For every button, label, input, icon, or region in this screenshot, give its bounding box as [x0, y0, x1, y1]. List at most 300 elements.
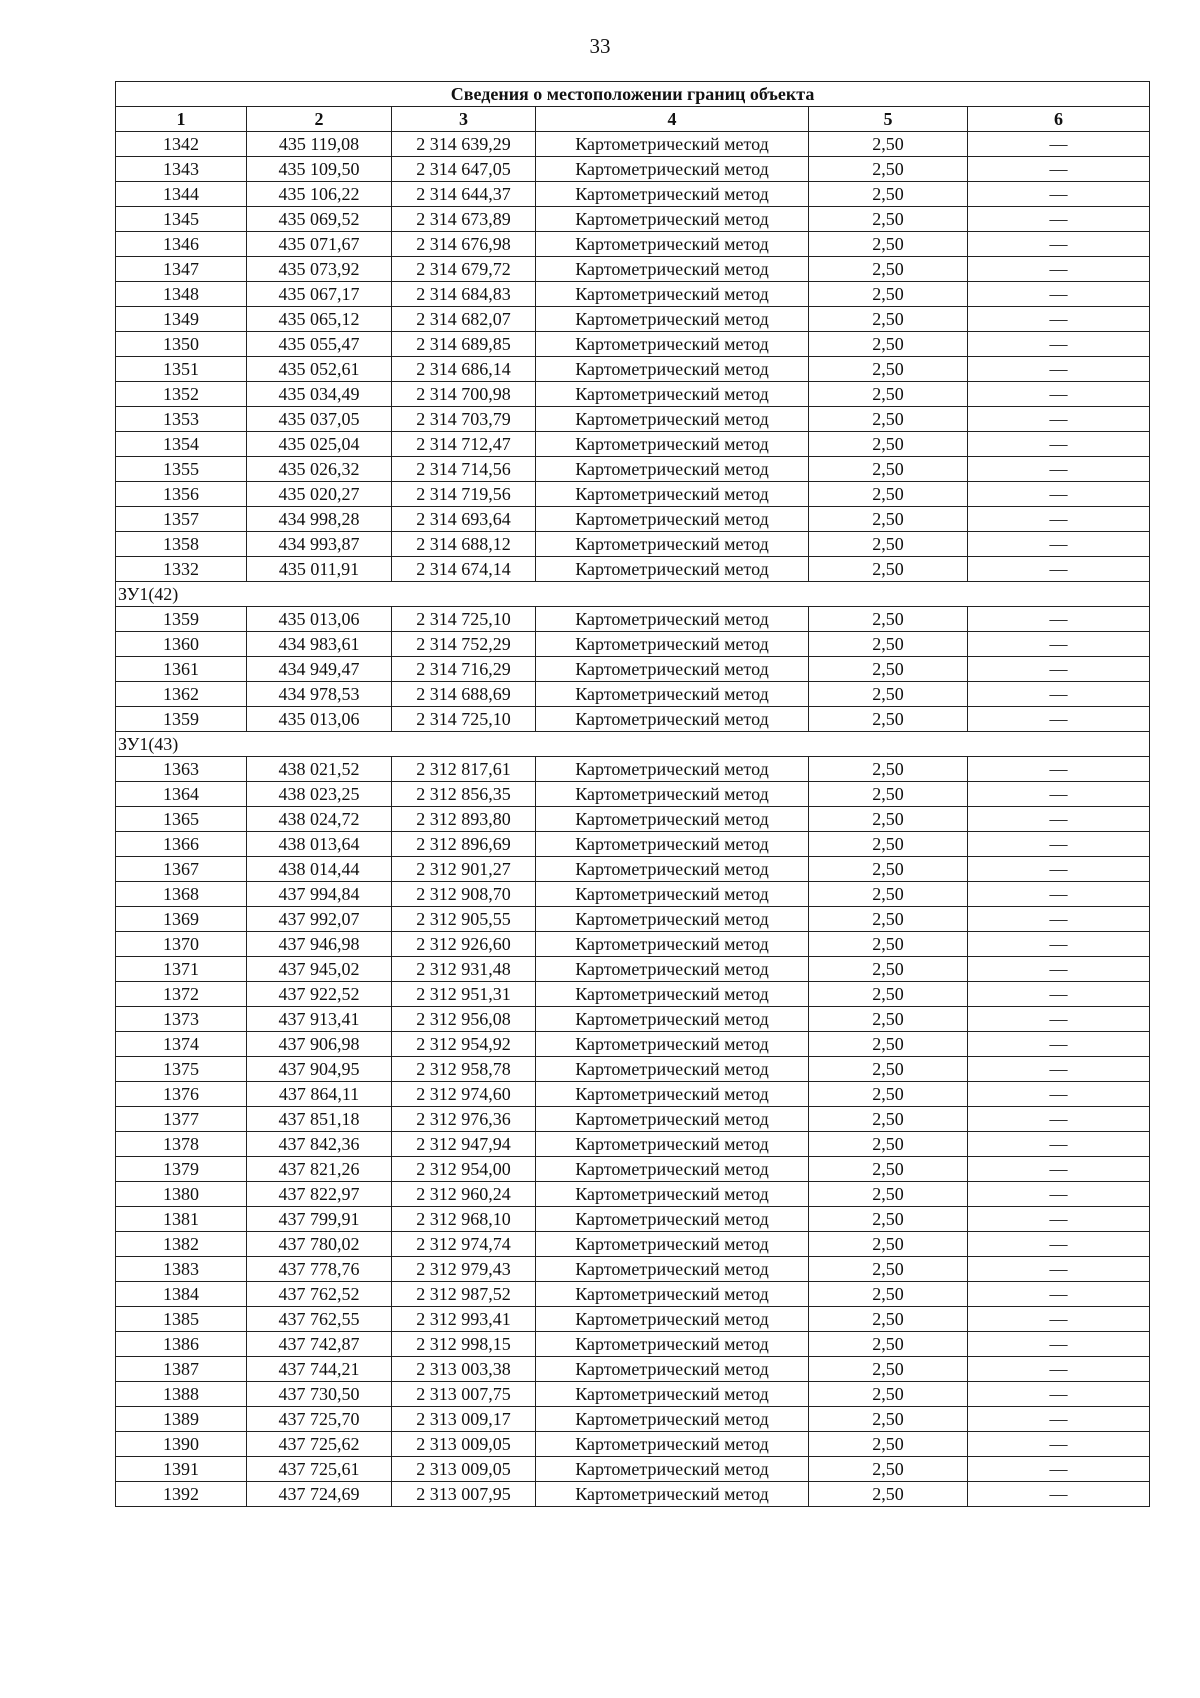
- point-number-cell: 1390: [116, 1432, 247, 1457]
- method-cell: Картометрический метод: [536, 1107, 809, 1132]
- method-cell: Картометрический метод: [536, 432, 809, 457]
- y-coordinate-cell: 2 312 956,08: [392, 1007, 536, 1032]
- y-coordinate-cell: 2 314 703,79: [392, 407, 536, 432]
- table-row: [116, 657, 1150, 682]
- note-cell: —: [968, 1132, 1150, 1157]
- point-number-cell: 1361: [116, 657, 247, 682]
- accuracy-cell: 2,50: [809, 557, 968, 582]
- y-coordinate-cell: 2 312 954,00: [392, 1157, 536, 1182]
- method-cell: Картометрический метод: [536, 207, 809, 232]
- accuracy-cell: 2,50: [809, 132, 968, 157]
- x-coordinate-cell: 435 073,92: [247, 257, 392, 282]
- accuracy-cell: 2,50: [809, 1307, 968, 1332]
- note-cell: —: [968, 1107, 1150, 1132]
- table-row: [116, 932, 1150, 957]
- table-row: [116, 1157, 1150, 1182]
- x-coordinate-cell: 437 799,91: [247, 1207, 392, 1232]
- point-number-cell: 1384: [116, 1282, 247, 1307]
- x-coordinate-cell: 437 730,50: [247, 1382, 392, 1407]
- point-number-cell: 1387: [116, 1357, 247, 1382]
- x-coordinate-cell: 437 762,52: [247, 1282, 392, 1307]
- method-cell: Картометрический метод: [536, 607, 809, 632]
- accuracy-cell: 2,50: [809, 182, 968, 207]
- table-row: [116, 1082, 1150, 1107]
- x-coordinate-cell: 437 725,70: [247, 1407, 392, 1432]
- y-coordinate-cell: 2 313 009,05: [392, 1432, 536, 1457]
- x-coordinate-cell: 435 013,06: [247, 707, 392, 732]
- note-cell: —: [968, 957, 1150, 982]
- point-number-cell: 1367: [116, 857, 247, 882]
- point-number-cell: 1348: [116, 282, 247, 307]
- x-coordinate-cell: 437 994,84: [247, 882, 392, 907]
- x-coordinate-cell: 435 037,05: [247, 407, 392, 432]
- point-number-cell: 1379: [116, 1157, 247, 1182]
- column-header: 4: [536, 107, 809, 132]
- accuracy-cell: 2,50: [809, 1332, 968, 1357]
- table-row: [116, 357, 1150, 382]
- y-coordinate-cell: 2 314 688,69: [392, 682, 536, 707]
- note-cell: —: [968, 332, 1150, 357]
- point-number-cell: 1375: [116, 1057, 247, 1082]
- note-cell: —: [968, 1082, 1150, 1107]
- table-row: [116, 957, 1150, 982]
- column-header: 2: [247, 107, 392, 132]
- note-cell: —: [968, 1207, 1150, 1232]
- y-coordinate-cell: 2 314 716,29: [392, 657, 536, 682]
- accuracy-cell: 2,50: [809, 257, 968, 282]
- method-cell: Картометрический метод: [536, 457, 809, 482]
- x-coordinate-cell: 435 109,50: [247, 157, 392, 182]
- accuracy-cell: 2,50: [809, 882, 968, 907]
- point-number-cell: 1345: [116, 207, 247, 232]
- y-coordinate-cell: 2 312 926,60: [392, 932, 536, 957]
- note-cell: —: [968, 982, 1150, 1007]
- y-coordinate-cell: 2 312 998,15: [392, 1332, 536, 1357]
- x-coordinate-cell: 437 842,36: [247, 1132, 392, 1157]
- x-coordinate-cell: 437 725,61: [247, 1457, 392, 1482]
- accuracy-cell: 2,50: [809, 1432, 968, 1457]
- table-row: [116, 807, 1150, 832]
- point-number-cell: 1347: [116, 257, 247, 282]
- y-coordinate-cell: 2 312 893,80: [392, 807, 536, 832]
- table-title: Сведения о местоположении границ объекта: [116, 82, 1150, 107]
- point-number-cell: 1376: [116, 1082, 247, 1107]
- y-coordinate-cell: 2 312 947,94: [392, 1132, 536, 1157]
- point-number-cell: 1369: [116, 907, 247, 932]
- note-cell: —: [968, 632, 1150, 657]
- point-number-cell: 1358: [116, 532, 247, 557]
- method-cell: Картометрический метод: [536, 507, 809, 532]
- table-row: [116, 1307, 1150, 1332]
- table-row: [116, 332, 1150, 357]
- y-coordinate-cell: 2 312 979,43: [392, 1257, 536, 1282]
- y-coordinate-cell: 2 314 712,47: [392, 432, 536, 457]
- note-cell: —: [968, 1257, 1150, 1282]
- y-coordinate-cell: 2 312 976,36: [392, 1107, 536, 1132]
- y-coordinate-cell: 2 314 752,29: [392, 632, 536, 657]
- column-header: 1: [116, 107, 247, 132]
- y-coordinate-cell: 2 313 009,17: [392, 1407, 536, 1432]
- point-number-cell: 1344: [116, 182, 247, 207]
- y-coordinate-cell: 2 314 714,56: [392, 457, 536, 482]
- x-coordinate-cell: 437 778,76: [247, 1257, 392, 1282]
- x-coordinate-cell: 435 055,47: [247, 332, 392, 357]
- table-row: [116, 1007, 1150, 1032]
- table-row: [116, 457, 1150, 482]
- method-cell: Картометрический метод: [536, 157, 809, 182]
- point-number-cell: 1360: [116, 632, 247, 657]
- x-coordinate-cell: 438 023,25: [247, 782, 392, 807]
- method-cell: Картометрический метод: [536, 1382, 809, 1407]
- table-row: [116, 1107, 1150, 1132]
- table-row: [116, 1032, 1150, 1057]
- table-row: [116, 1382, 1150, 1407]
- y-coordinate-cell: 2 314 684,83: [392, 282, 536, 307]
- method-cell: Картометрический метод: [536, 1357, 809, 1382]
- note-cell: —: [968, 532, 1150, 557]
- method-cell: Картометрический метод: [536, 307, 809, 332]
- point-number-cell: 1356: [116, 482, 247, 507]
- x-coordinate-cell: 435 020,27: [247, 482, 392, 507]
- point-number-cell: 1349: [116, 307, 247, 332]
- x-coordinate-cell: 437 780,02: [247, 1232, 392, 1257]
- y-coordinate-cell: 2 312 958,78: [392, 1057, 536, 1082]
- accuracy-cell: 2,50: [809, 1082, 968, 1107]
- point-number-cell: 1383: [116, 1257, 247, 1282]
- method-cell: Картометрический метод: [536, 1482, 809, 1507]
- table-row: [116, 832, 1150, 857]
- accuracy-cell: 2,50: [809, 1207, 968, 1232]
- note-cell: —: [968, 607, 1150, 632]
- x-coordinate-cell: 437 822,97: [247, 1182, 392, 1207]
- note-cell: —: [968, 1482, 1150, 1507]
- table-row: [116, 557, 1150, 582]
- method-cell: Картометрический метод: [536, 232, 809, 257]
- x-coordinate-cell: 435 069,52: [247, 207, 392, 232]
- note-cell: —: [968, 507, 1150, 532]
- x-coordinate-cell: 437 725,62: [247, 1432, 392, 1457]
- method-cell: Картометрический метод: [536, 957, 809, 982]
- method-cell: Картометрический метод: [536, 1057, 809, 1082]
- x-coordinate-cell: 437 724,69: [247, 1482, 392, 1507]
- table-row: [116, 1332, 1150, 1357]
- point-number-cell: 1346: [116, 232, 247, 257]
- column-header-row: [116, 107, 1150, 132]
- method-cell: Картометрический метод: [536, 1032, 809, 1057]
- table-row: [116, 1132, 1150, 1157]
- method-cell: Картометрический метод: [536, 332, 809, 357]
- method-cell: Картометрический метод: [536, 532, 809, 557]
- note-cell: —: [968, 1282, 1150, 1307]
- table-row: [116, 907, 1150, 932]
- method-cell: Картометрический метод: [536, 1257, 809, 1282]
- point-number-cell: 1342: [116, 132, 247, 157]
- x-coordinate-cell: 435 106,22: [247, 182, 392, 207]
- point-number-cell: 1386: [116, 1332, 247, 1357]
- y-coordinate-cell: 2 314 644,37: [392, 182, 536, 207]
- accuracy-cell: 2,50: [809, 607, 968, 632]
- accuracy-cell: 2,50: [809, 1007, 968, 1032]
- method-cell: Картометрический метод: [536, 1282, 809, 1307]
- note-cell: —: [968, 682, 1150, 707]
- accuracy-cell: 2,50: [809, 207, 968, 232]
- x-coordinate-cell: 435 025,04: [247, 432, 392, 457]
- x-coordinate-cell: 435 013,06: [247, 607, 392, 632]
- x-coordinate-cell: 437 864,11: [247, 1082, 392, 1107]
- note-cell: —: [968, 782, 1150, 807]
- accuracy-cell: 2,50: [809, 1257, 968, 1282]
- accuracy-cell: 2,50: [809, 807, 968, 832]
- accuracy-cell: 2,50: [809, 232, 968, 257]
- table-row: [116, 632, 1150, 657]
- point-number-cell: 1380: [116, 1182, 247, 1207]
- note-cell: —: [968, 1332, 1150, 1357]
- x-coordinate-cell: 437 945,02: [247, 957, 392, 982]
- x-coordinate-cell: 435 067,17: [247, 282, 392, 307]
- table-row: [116, 1232, 1150, 1257]
- note-cell: —: [968, 182, 1150, 207]
- point-number-cell: 1389: [116, 1407, 247, 1432]
- accuracy-cell: 2,50: [809, 907, 968, 932]
- point-number-cell: 1382: [116, 1232, 247, 1257]
- y-coordinate-cell: 2 312 974,74: [392, 1232, 536, 1257]
- y-coordinate-cell: 2 312 908,70: [392, 882, 536, 907]
- x-coordinate-cell: 437 821,26: [247, 1157, 392, 1182]
- y-coordinate-cell: 2 314 700,98: [392, 382, 536, 407]
- y-coordinate-cell: 2 312 968,10: [392, 1207, 536, 1232]
- method-cell: Картометрический метод: [536, 282, 809, 307]
- x-coordinate-cell: 434 978,53: [247, 682, 392, 707]
- point-number-cell: 1381: [116, 1207, 247, 1232]
- y-coordinate-cell: 2 312 856,35: [392, 782, 536, 807]
- accuracy-cell: 2,50: [809, 532, 968, 557]
- note-cell: —: [968, 832, 1150, 857]
- table-row: [116, 532, 1150, 557]
- point-number-cell: 1371: [116, 957, 247, 982]
- y-coordinate-cell: 2 314 693,64: [392, 507, 536, 532]
- point-number-cell: 1368: [116, 882, 247, 907]
- point-number-cell: 1352: [116, 382, 247, 407]
- method-cell: Картометрический метод: [536, 557, 809, 582]
- accuracy-cell: 2,50: [809, 1382, 968, 1407]
- point-number-cell: 1359: [116, 707, 247, 732]
- point-number-cell: 1365: [116, 807, 247, 832]
- note-cell: —: [968, 1182, 1150, 1207]
- table-title-row: [116, 82, 1150, 107]
- accuracy-cell: 2,50: [809, 382, 968, 407]
- method-cell: Картометрический метод: [536, 682, 809, 707]
- column-header: 6: [968, 107, 1150, 132]
- y-coordinate-cell: 2 312 901,27: [392, 857, 536, 882]
- table-row: [116, 182, 1150, 207]
- point-number-cell: 1357: [116, 507, 247, 532]
- point-number-cell: 1372: [116, 982, 247, 1007]
- note-cell: —: [968, 1232, 1150, 1257]
- accuracy-cell: 2,50: [809, 507, 968, 532]
- y-coordinate-cell: 2 314 725,10: [392, 707, 536, 732]
- note-cell: —: [968, 882, 1150, 907]
- accuracy-cell: 2,50: [809, 307, 968, 332]
- accuracy-cell: 2,50: [809, 757, 968, 782]
- note-cell: —: [968, 1032, 1150, 1057]
- method-cell: Картометрический метод: [536, 257, 809, 282]
- method-cell: Картометрический метод: [536, 1132, 809, 1157]
- y-coordinate-cell: 2 312 974,60: [392, 1082, 536, 1107]
- y-coordinate-cell: 2 314 688,12: [392, 532, 536, 557]
- note-cell: —: [968, 457, 1150, 482]
- table-row: [116, 1207, 1150, 1232]
- table-row: [116, 432, 1150, 457]
- y-coordinate-cell: 2 314 682,07: [392, 307, 536, 332]
- table-row: [116, 482, 1150, 507]
- table-row: [116, 1057, 1150, 1082]
- table-row: [116, 407, 1150, 432]
- y-coordinate-cell: 2 312 987,52: [392, 1282, 536, 1307]
- y-coordinate-cell: 2 312 951,31: [392, 982, 536, 1007]
- point-number-cell: 1392: [116, 1482, 247, 1507]
- x-coordinate-cell: 437 762,55: [247, 1307, 392, 1332]
- section-row: [116, 582, 1150, 607]
- accuracy-cell: 2,50: [809, 1182, 968, 1207]
- y-coordinate-cell: 2 313 007,95: [392, 1482, 536, 1507]
- point-number-cell: 1351: [116, 357, 247, 382]
- accuracy-cell: 2,50: [809, 482, 968, 507]
- method-cell: Картометрический метод: [536, 807, 809, 832]
- method-cell: Картометрический метод: [536, 1007, 809, 1032]
- y-coordinate-cell: 2 314 686,14: [392, 357, 536, 382]
- note-cell: —: [968, 257, 1150, 282]
- accuracy-cell: 2,50: [809, 857, 968, 882]
- method-cell: Картометрический метод: [536, 632, 809, 657]
- method-cell: Картометрический метод: [536, 782, 809, 807]
- y-coordinate-cell: 2 312 960,24: [392, 1182, 536, 1207]
- x-coordinate-cell: 435 034,49: [247, 382, 392, 407]
- note-cell: —: [968, 282, 1150, 307]
- method-cell: Картометрический метод: [536, 932, 809, 957]
- accuracy-cell: 2,50: [809, 1032, 968, 1057]
- x-coordinate-cell: 434 998,28: [247, 507, 392, 532]
- point-number-cell: 1354: [116, 432, 247, 457]
- accuracy-cell: 2,50: [809, 932, 968, 957]
- note-cell: —: [968, 407, 1150, 432]
- accuracy-cell: 2,50: [809, 707, 968, 732]
- method-cell: Картометрический метод: [536, 982, 809, 1007]
- note-cell: —: [968, 757, 1150, 782]
- point-number-cell: 1363: [116, 757, 247, 782]
- accuracy-cell: 2,50: [809, 657, 968, 682]
- x-coordinate-cell: 437 906,98: [247, 1032, 392, 1057]
- accuracy-cell: 2,50: [809, 432, 968, 457]
- point-number-cell: 1362: [116, 682, 247, 707]
- table-row: [116, 882, 1150, 907]
- note-cell: —: [968, 657, 1150, 682]
- note-cell: —: [968, 207, 1150, 232]
- table-row: [116, 1407, 1150, 1432]
- note-cell: —: [968, 1357, 1150, 1382]
- point-number-cell: 1370: [116, 932, 247, 957]
- point-number-cell: 1332: [116, 557, 247, 582]
- table-row: [116, 207, 1150, 232]
- y-coordinate-cell: 2 314 689,85: [392, 332, 536, 357]
- table-row: [116, 857, 1150, 882]
- method-cell: Картометрический метод: [536, 1232, 809, 1257]
- table-row: [116, 1457, 1150, 1482]
- accuracy-cell: 2,50: [809, 1132, 968, 1157]
- table-row: [116, 1182, 1150, 1207]
- note-cell: —: [968, 482, 1150, 507]
- table-row: [116, 682, 1150, 707]
- y-coordinate-cell: 2 312 993,41: [392, 1307, 536, 1332]
- method-cell: Картометрический метод: [536, 407, 809, 432]
- table-row: [116, 282, 1150, 307]
- accuracy-cell: 2,50: [809, 982, 968, 1007]
- y-coordinate-cell: 2 312 954,92: [392, 1032, 536, 1057]
- table-row: [116, 507, 1150, 532]
- point-number-cell: 1374: [116, 1032, 247, 1057]
- table-row: [116, 382, 1150, 407]
- table-row: [116, 1432, 1150, 1457]
- note-cell: —: [968, 357, 1150, 382]
- page-number: 33: [589, 34, 611, 58]
- x-coordinate-cell: 437 922,52: [247, 982, 392, 1007]
- y-coordinate-cell: 2 312 896,69: [392, 832, 536, 857]
- accuracy-cell: 2,50: [809, 1357, 968, 1382]
- method-cell: Картометрический метод: [536, 1207, 809, 1232]
- point-number-cell: 1391: [116, 1457, 247, 1482]
- y-coordinate-cell: 2 313 003,38: [392, 1357, 536, 1382]
- x-coordinate-cell: 438 013,64: [247, 832, 392, 857]
- point-number-cell: 1377: [116, 1107, 247, 1132]
- accuracy-cell: 2,50: [809, 407, 968, 432]
- x-coordinate-cell: 437 742,87: [247, 1332, 392, 1357]
- x-coordinate-cell: 434 949,47: [247, 657, 392, 682]
- table-row: [116, 1257, 1150, 1282]
- table-row: [116, 257, 1150, 282]
- method-cell: Картометрический метод: [536, 1182, 809, 1207]
- point-number-cell: 1366: [116, 832, 247, 857]
- method-cell: Картометрический метод: [536, 1407, 809, 1432]
- x-coordinate-cell: 437 904,95: [247, 1057, 392, 1082]
- x-coordinate-cell: 437 992,07: [247, 907, 392, 932]
- x-coordinate-cell: 435 052,61: [247, 357, 392, 382]
- method-cell: Картометрический метод: [536, 1082, 809, 1107]
- accuracy-cell: 2,50: [809, 357, 968, 382]
- note-cell: —: [968, 132, 1150, 157]
- note-cell: —: [968, 307, 1150, 332]
- x-coordinate-cell: 437 744,21: [247, 1357, 392, 1382]
- accuracy-cell: 2,50: [809, 1157, 968, 1182]
- point-number-cell: 1385: [116, 1307, 247, 1332]
- point-number-cell: 1353: [116, 407, 247, 432]
- table-row: [116, 157, 1150, 182]
- method-cell: Картометрический метод: [536, 857, 809, 882]
- x-coordinate-cell: 435 119,08: [247, 132, 392, 157]
- point-number-cell: 1378: [116, 1132, 247, 1157]
- y-coordinate-cell: 2 312 817,61: [392, 757, 536, 782]
- note-cell: —: [968, 707, 1150, 732]
- method-cell: Картометрический метод: [536, 832, 809, 857]
- note-cell: —: [968, 932, 1150, 957]
- note-cell: —: [968, 807, 1150, 832]
- x-coordinate-cell: 434 993,87: [247, 532, 392, 557]
- accuracy-cell: 2,50: [809, 1482, 968, 1507]
- point-number-cell: 1350: [116, 332, 247, 357]
- x-coordinate-cell: 438 021,52: [247, 757, 392, 782]
- method-cell: Картометрический метод: [536, 1307, 809, 1332]
- point-number-cell: 1355: [116, 457, 247, 482]
- method-cell: Картометрический метод: [536, 382, 809, 407]
- method-cell: Картометрический метод: [536, 882, 809, 907]
